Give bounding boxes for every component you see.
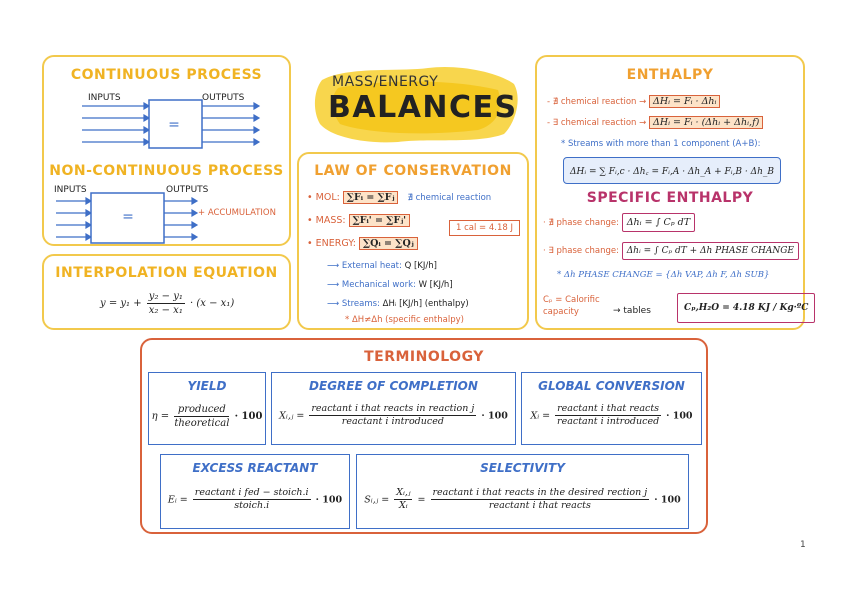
enthalpy-row1 <box>547 96 720 107</box>
mol-equation: ∑Fᵢ = ∑Fⱼ <box>343 191 399 204</box>
accumulation-label: + ACCUMULATION <box>198 208 276 218</box>
selectivity-den: reactant i that reacts <box>488 500 591 512</box>
spec-row1-label: · ∄ phase change: <box>543 218 619 228</box>
completion-title: DEGREE OF COMPLETION <box>309 379 478 393</box>
streams-note: * Streams with more than 1 component (A+B): <box>561 139 761 149</box>
external-value: Q [KJ/h] <box>404 261 437 271</box>
header-big-title: BALANCES <box>328 90 518 125</box>
law-panel <box>297 152 529 330</box>
selectivity-num: reactant i that reacts in the desired rection j <box>431 487 650 500</box>
interpolation-panel <box>42 254 291 330</box>
streams-label: Streams: <box>341 299 380 309</box>
interp-fraction <box>147 290 185 317</box>
excess-card <box>160 454 350 529</box>
completion-card <box>271 372 516 445</box>
noncontinuous-equals: = <box>122 209 134 225</box>
selectivity-fraction1 <box>394 487 412 513</box>
mass-label: MASS: <box>315 215 346 226</box>
header-small-title: MASS/ENERGY <box>332 74 439 90</box>
terminology-title: TERMINOLOGY <box>364 349 484 365</box>
yield-rhs: · 100 <box>234 411 263 422</box>
law-mol-row: • MOL: ∑Fᵢ = ∑Fⱼ ∄ chemical reaction <box>307 192 492 203</box>
enth-row1-label: - ∄ chemical reaction → <box>547 97 647 107</box>
streams-value: ΔHᵢ [KJ/h] (enthalpy) <box>382 299 469 309</box>
yield-card <box>148 372 266 445</box>
continuous-outputs-label: OUTPUTS <box>202 93 245 103</box>
enth-row2-label: - ∃ chemical reaction → <box>547 118 647 128</box>
page-number: 1 <box>800 540 806 550</box>
selectivity-formula: Sᵢ,ⱼ = $\frac{\text{Xᵢ,ⱼ}}{\text{Xᵢ}}$ = $\frac{\text{reactant i that reacts in the desired rection j}}{\text{reactant i that reacts}}$ · 100 <box>364 487 681 512</box>
mixture-equation: ΔHᵢ = ∑ Fᵢ,c · Δh꜀ = Fᵢ,A · Δh_A + Fᵢ,B · Δh_B <box>563 157 781 184</box>
header-logo <box>308 58 523 146</box>
phase-change-note: * Δh PHASE CHANGE = {Δh VAP, Δh F, Δh SUB} <box>557 270 770 280</box>
specific-row1 <box>543 217 695 228</box>
law-title: LAW OF CONSERVATION <box>314 163 512 179</box>
global-title: GLOBAL CONVERSION <box>538 379 685 393</box>
process-panel <box>42 55 291 246</box>
noncontinuous-outputs-label: OUTPUTS <box>166 185 209 195</box>
excess-title: EXCESS REACTANT <box>192 461 318 475</box>
selectivity-lhs: Sᵢ,ⱼ = <box>364 494 390 506</box>
interp-den: x₂ − x₁ <box>148 305 183 316</box>
enthalpy-row2 <box>547 117 763 128</box>
interp-num: y₂ − y₁ <box>148 291 183 302</box>
energy-label: ENERGY: <box>315 238 356 249</box>
cp-label: Cₚ = Calorific capacity <box>543 295 600 317</box>
cal-note: 1 cal = 4.18 J <box>449 220 520 236</box>
excess-rhs: · 100 <box>315 494 343 506</box>
terminology-panel <box>140 338 708 534</box>
law-mass-row: • MASS: ∑Fᵢ' = ∑Fⱼ' <box>307 215 410 226</box>
work-label: Mechanical work: <box>341 280 416 290</box>
continuous-title: CONTINUOUS PROCESS <box>70 67 263 83</box>
interpolation-title: INTERPOLATION EQUATION <box>55 265 278 281</box>
enth-row2-eq: ΔHᵢ = Fᵢ · (Δhᵢ + Δhᵢ,f) <box>649 116 763 129</box>
excess-num: reactant i fed − stoich.i <box>193 487 311 500</box>
completion-rhs: · 100 <box>481 410 508 422</box>
continuous-inputs-label: INPUTS <box>88 93 121 103</box>
yield-fraction <box>174 403 229 430</box>
completion-lhs: Xᵢ,ⱼ = <box>279 410 305 422</box>
law-energy-row: • ENERGY: ∑Qᵢ = ∑Qⱼ <box>307 238 418 249</box>
mol-label: MOL: <box>315 192 340 203</box>
selectivity-den1: Xᵢ <box>399 500 408 512</box>
global-rhs: · 100 <box>666 410 693 422</box>
global-fraction <box>555 403 661 429</box>
interp-lhs: y = y₁ + <box>100 298 142 309</box>
spec-row2-eq: Δhᵢ = ∫ Cₚ dT + Δh PHASE CHANGE <box>622 242 799 260</box>
yield-num: produced <box>174 403 229 417</box>
spec-row1-eq: Δhᵢ = ∫ Cₚ dT <box>622 213 695 232</box>
global-card <box>521 372 702 445</box>
noncontinuous-inputs-label: INPUTS <box>54 185 87 195</box>
yield-lhs: η = <box>151 411 170 422</box>
work-value: W [KJ/h] <box>418 280 453 290</box>
external-label: External heat: <box>341 261 402 271</box>
global-lhs: Xᵢ = <box>530 410 551 422</box>
selectivity-num1: Xᵢ,ⱼ <box>394 487 412 500</box>
excess-den: stoich.i <box>234 500 270 512</box>
completion-formula <box>272 403 515 429</box>
completion-den: reactant i introduced <box>341 416 444 428</box>
excess-formula <box>161 487 349 513</box>
global-den: reactant i introduced <box>557 416 660 428</box>
yield-title: YIELD <box>187 379 227 393</box>
specific-row2 <box>543 246 799 256</box>
selectivity-fraction2 <box>431 487 650 513</box>
selectivity-title: SELECTIVITY <box>480 461 565 475</box>
spec-row2-label: · ∃ phase change: <box>543 246 619 256</box>
mol-note: ∄ chemical reaction <box>407 193 492 203</box>
enth-row1-eq: ΔHᵢ = Fᵢ · Δhᵢ <box>649 95 721 108</box>
enthalpy-panel <box>535 55 809 330</box>
enthalpy-title: ENTHALPY <box>626 67 714 83</box>
noncontinuous-title: NON-CONTINUOUS PROCESS <box>49 163 284 179</box>
energy-equation: ∑Qᵢ = ∑Qⱼ <box>359 237 418 250</box>
yield-formula <box>149 403 265 430</box>
selectivity-rhs: · 100 <box>654 494 681 506</box>
cp-water-value: Cₚ,H₂O = 4.18 KJ / Kg·ºC <box>677 293 815 323</box>
continuous-equals: = <box>168 117 180 133</box>
completion-fraction <box>309 403 476 429</box>
mass-equation: ∑Fᵢ' = ∑Fⱼ' <box>349 214 410 227</box>
excess-lhs: Eᵢ = <box>167 494 188 506</box>
streams-row: ⟶ Streams: ΔHᵢ [KJ/h] (enthalpy) <box>327 299 469 309</box>
yield-den: theoretical <box>174 418 230 429</box>
selectivity-card <box>356 454 689 529</box>
completion-num: reactant i that reacts in reaction j <box>309 403 476 416</box>
tables-label: → tables <box>613 306 651 316</box>
global-formula <box>522 403 701 429</box>
enthalpy-note: * ΔH≠Δh (specific enthalpy) <box>345 315 464 325</box>
external-heat-row: ⟶ External heat: Q [KJ/h] <box>327 261 437 271</box>
specific-title: SPECIFIC ENTHALPY <box>586 190 754 206</box>
global-num: reactant i that reacts <box>555 403 661 416</box>
excess-fraction <box>193 487 311 513</box>
mech-work-row: ⟶ Mechanical work: W [KJ/h] <box>327 280 453 290</box>
interpolation-formula <box>100 290 234 317</box>
interp-rhs: · (x − x₁) <box>190 298 235 309</box>
